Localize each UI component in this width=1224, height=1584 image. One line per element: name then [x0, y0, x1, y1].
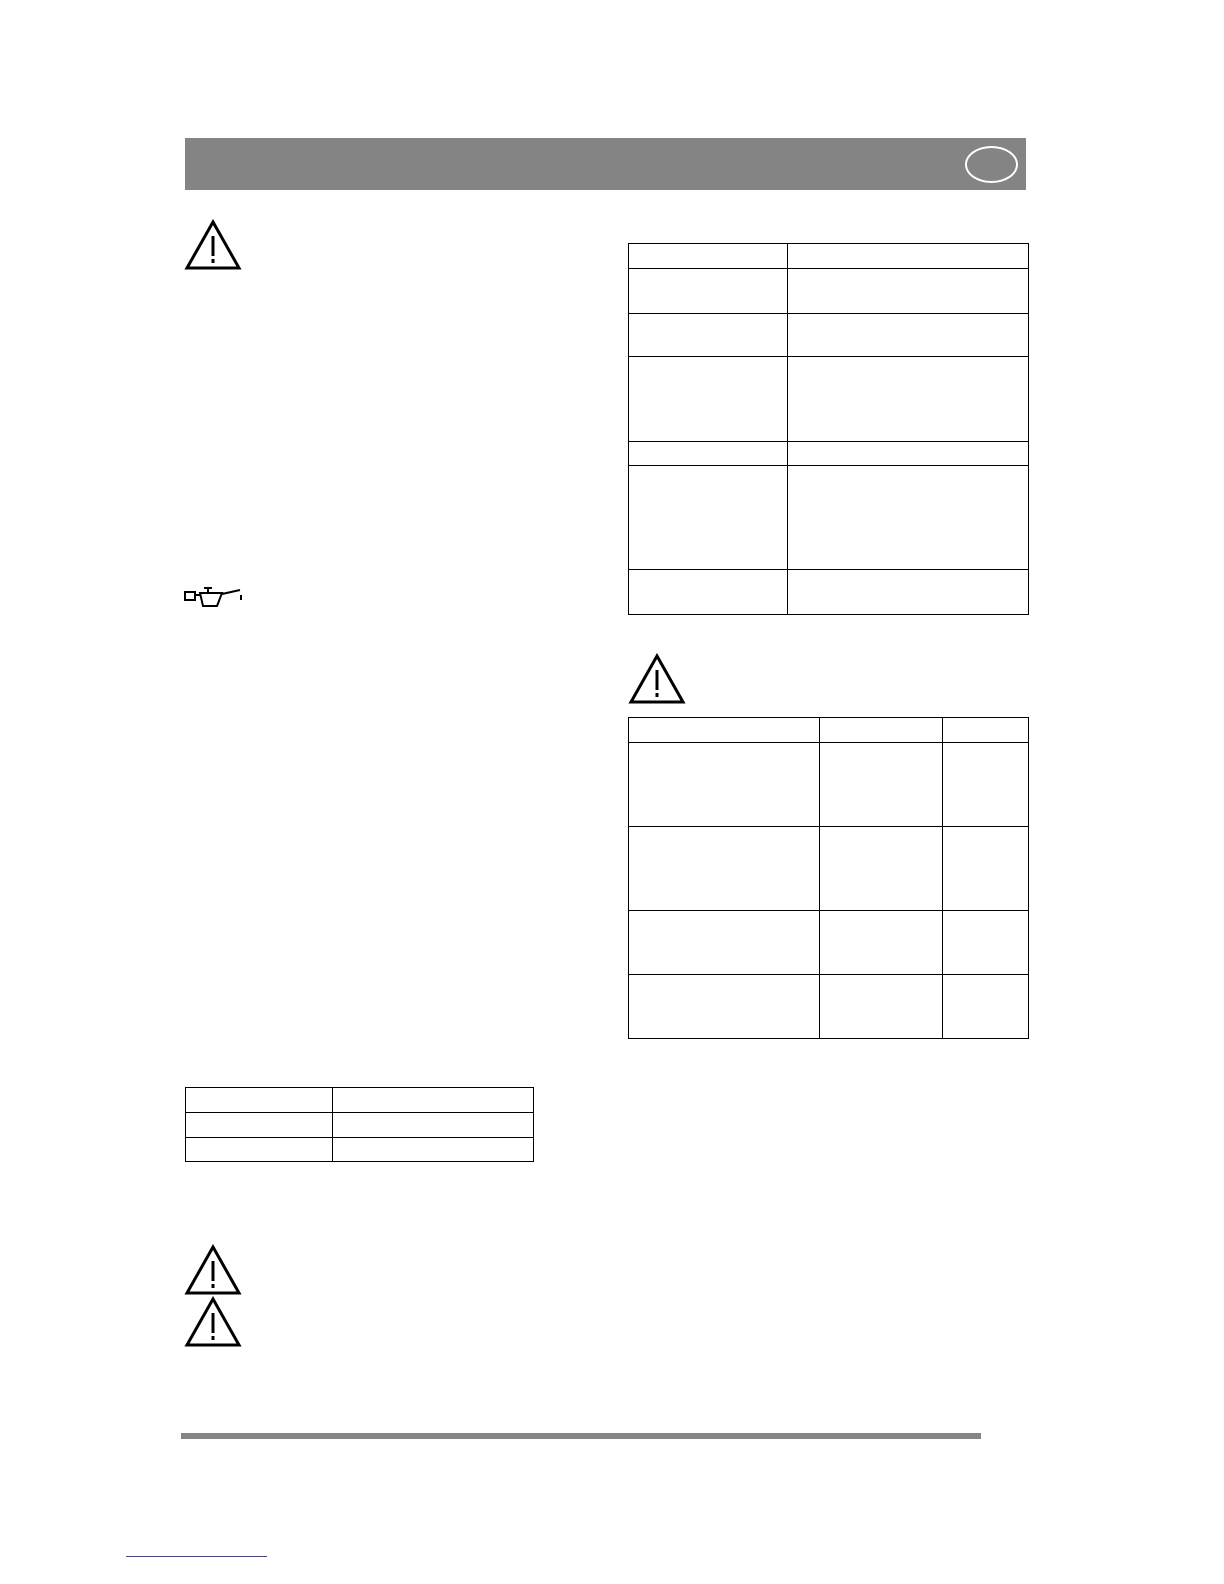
- table-row: [629, 269, 1029, 314]
- table-cell: [820, 827, 943, 911]
- table-cell: [629, 442, 788, 466]
- table-cell: [629, 718, 820, 743]
- table-cell: [333, 1138, 534, 1162]
- table-row: [186, 1088, 534, 1113]
- table-cell: [820, 718, 943, 743]
- table-row: [629, 911, 1029, 975]
- table-cell: [629, 314, 788, 357]
- language-badge: [965, 146, 1018, 183]
- table-cell: [943, 827, 1029, 911]
- warning-triangle-icon: [184, 1296, 242, 1348]
- table-cell: [943, 975, 1029, 1039]
- table-cell: [629, 743, 820, 827]
- specs-table-small: [185, 1087, 534, 1162]
- table-row: [186, 1113, 534, 1138]
- table-cell: [629, 357, 788, 442]
- table-cell: [788, 244, 1029, 269]
- table-row: [186, 1138, 534, 1162]
- table-cell: [186, 1088, 333, 1113]
- table-cell: [788, 466, 1029, 570]
- table-cell: [629, 570, 788, 615]
- table-row: [629, 743, 1029, 827]
- table-cell: [333, 1088, 534, 1113]
- table-cell: [820, 911, 943, 975]
- table-cell: [629, 269, 788, 314]
- table-cell: [943, 718, 1029, 743]
- table-cell: [820, 975, 943, 1039]
- table-cell: [943, 911, 1029, 975]
- footer-link-underline[interactable]: [126, 1556, 267, 1557]
- table-row: [629, 827, 1029, 911]
- table-row: [629, 244, 1029, 269]
- warning-triangle-icon: [184, 1244, 242, 1296]
- table-cell: [629, 911, 820, 975]
- table-cell: [788, 442, 1029, 466]
- table-row: [629, 466, 1029, 570]
- table-cell: [186, 1138, 333, 1162]
- table-cell: [820, 743, 943, 827]
- table-cell: [943, 743, 1029, 827]
- table-cell: [629, 244, 788, 269]
- table-row: [629, 718, 1029, 743]
- table-cell: [629, 827, 820, 911]
- warning-table: [628, 717, 1029, 1039]
- table-cell: [788, 357, 1029, 442]
- table-cell: [788, 570, 1029, 615]
- table-row: [629, 314, 1029, 357]
- table-row: [629, 570, 1029, 615]
- oil-can-icon: [184, 584, 244, 609]
- table-cell: [788, 269, 1029, 314]
- warning-triangle-icon: [184, 219, 242, 271]
- table-cell: [333, 1113, 534, 1138]
- table-cell: [186, 1113, 333, 1138]
- specs-table-right: [628, 243, 1029, 615]
- table-cell: [788, 314, 1029, 357]
- table-row: [629, 442, 1029, 466]
- page-header-bar: [185, 138, 1026, 190]
- table-row: [629, 975, 1029, 1039]
- table-cell: [629, 466, 788, 570]
- warning-triangle-icon: [628, 653, 686, 705]
- footer-rule: [181, 1433, 981, 1439]
- table-cell: [629, 975, 820, 1039]
- table-row: [629, 357, 1029, 442]
